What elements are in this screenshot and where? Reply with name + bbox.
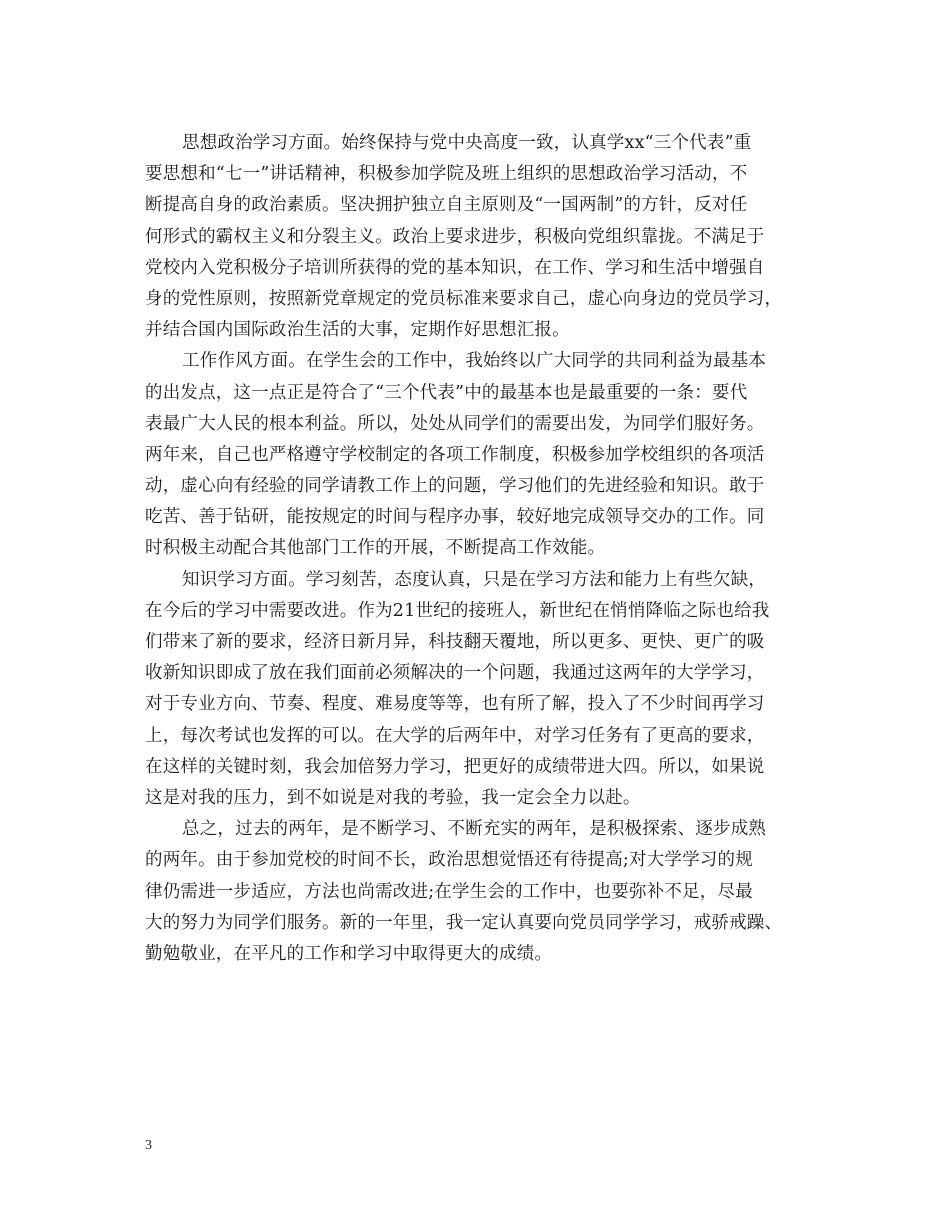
text-line: 并结合国内国际政治生活的大事，定期作好思想汇报。 xyxy=(145,320,570,341)
text-line: 要思想和“七一”讲话精神，积极参加学院及班上组织的思想政治学习活动，不 xyxy=(145,164,748,185)
text-line: 动，虚心向有经验的同学请教工作上的问题，学习他们的先进经验和知识。敢于 xyxy=(145,476,765,497)
paragraph-knowledge-study xyxy=(145,565,815,815)
text-line: 知识学习方面。学习刻苦，态度认真，只是在学习方法和能力上有些欠缺， xyxy=(182,569,767,590)
text-line: 两年来，自己也严格遵守学校制定的各项工作制度，积极参加学校组织的各项活 xyxy=(145,444,765,465)
text-line: 总之，过去的两年，是不断学习、不断充实的两年，是积极探索、逐步成熟 xyxy=(182,819,767,840)
text-line: 党校内入党积极分子培训所获得的党的基本知识，在工作、学习和生活中增强自 xyxy=(145,257,765,278)
text-line: 们带来了新的要求，经济日新月异，科技翻天覆地，所以更多、更快、更广的吸 xyxy=(145,632,765,652)
paragraph-political-study xyxy=(145,128,815,346)
text-line: 这是对我的压力，到不如说是对我的考验，我一定会全力以赴。 xyxy=(145,787,641,808)
text-line: 断提高自身的政治素质。坚决拥护独立自主原则及“一国两制”的方针，反对任 xyxy=(145,195,748,216)
text-line: 在这样的关键时刻，我会加倍努力学习，把更好的成绩带进大四。所以，如果说 xyxy=(145,756,765,777)
paragraph-work-style xyxy=(145,346,815,564)
document-body xyxy=(145,128,815,970)
text-line: 在今后的学习中需要改进。作为21世纪的接班人，新世纪在悄悄降临之际也给我 xyxy=(145,600,770,621)
text-line: 对于专业方向、节奏、程度、难易度等等，也有所了解，投入了不少时间再学习 xyxy=(145,694,765,715)
text-line: 吃苦、善于钻研，能按规定的时间与程序办事，较好地完成领导交办的工作。同 xyxy=(145,507,765,528)
text-line: 思想政治学习方面。始终保持与党中央高度一致，认真学xx“三个代表”重 xyxy=(182,133,752,153)
text-line: 律仍需进一步适应，方法也尚需改进;在学生会的工作中，也要弥补不足，尽最 xyxy=(145,881,753,902)
page-number: 3 xyxy=(145,1138,152,1153)
text-line: 的出发点，这一点正是符合了“三个代表”中的最基本也是最重要的一条：要代 xyxy=(145,382,748,403)
text-line: 表最广大人民的根本利益。所以，处处从同学们的需要出发，为同学们服好务。 xyxy=(145,413,765,434)
paragraph-summary xyxy=(145,814,815,970)
text-line: 的两年。由于参加党校的时间不长，政治思想觉悟还有待提高;对大学学习的规 xyxy=(145,850,753,871)
text-line: 何形式的霸权主义和分裂主义。政治上要求进步，积极向党组织靠拢。不满足于 xyxy=(145,226,765,247)
text-line: 时积极主动配合其他部门工作的开展，不断提高工作效能。 xyxy=(145,538,606,559)
text-line: 勤勉敬业，在平凡的工作和学习中取得更大的成绩。 xyxy=(145,943,553,964)
text-line: 大的努力为同学们服务。新的一年里，我一定认真要向党员同学学习，戒骄戒躁、 xyxy=(145,912,783,933)
text-line: 工作作风方面。在学生会的工作中，我始终以广大同学的共同利益为最基本 xyxy=(182,351,767,372)
text-line: 身的党性原则，按照新党章规定的党员标准来要求自己，虚心向身边的党员学习， xyxy=(145,288,783,309)
text-line: 上，每次考试也发挥的可以。在大学的后两年中，对学习任务有了更高的要求， xyxy=(145,725,765,746)
text-line: 收新知识即成了放在我们面前必须解决的一个问题，我通过这两年的大学学习， xyxy=(145,663,765,684)
